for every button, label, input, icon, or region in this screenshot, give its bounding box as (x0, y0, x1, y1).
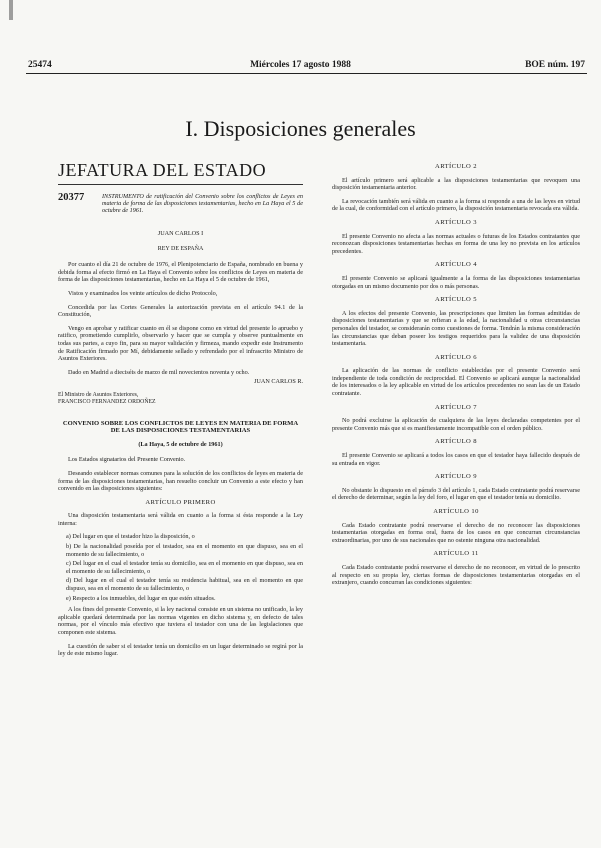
doc-title: INSTRUMENTO de ratificación del Convenio sobre los conflictos de Leyes en materia de forma de las disposiciones testamentarias, hecho en La Haya el 5 de octubre de 1961. (102, 193, 303, 214)
paragraph: Por cuanto el día 21 de octubre de 1976, el Plenipotenciario de España, nombrado en buena y debida forma al efecto firmó en La Haya el Convenio sobre los conflictos de Leyes en materia de forma de las disposiciones testamentarias, hecho en La Haya el 5 de octubre de 1961, (58, 261, 303, 284)
article-1-list (58, 533, 303, 602)
paragraph: Una disposición testamentaria será válida en cuanto a la forma si ésta responde a la Ley interna: (58, 512, 303, 527)
scan-margin-mark (9, 0, 13, 20)
list-item: e) Respecto a los inmuebles, del lugar en que estén situados. (66, 594, 216, 602)
paragraph: La revocación también será válida en cuanto a la forma si responde a una de las leyes en virtud de la cual, de conformidad con el artículo primero, la disposición testamentaria revocada era válida. (332, 197, 580, 213)
right-column (332, 163, 580, 593)
minister-role: El Ministro de Asuntos Exteriores, (58, 391, 139, 398)
header-page-number: 25474 (28, 60, 52, 70)
doc-number: 20377 (58, 193, 85, 203)
paragraph: Cada Estado contratante podrá reservarse el derecho de no reconocer las disposiciones testamentarias otorgadas en forma oral, fuera de los casos en que concurran circunstancias extraordinarias, por uno de sus nacionales que no ostente ninguna otra nacionalidad. (332, 521, 580, 544)
department-rule (58, 184, 303, 185)
department-title: JEFATURA DEL ESTADO (58, 160, 267, 180)
article-heading: ARTÍCULO 2 (435, 163, 477, 170)
paragraph: Los Estados signatarios del Presente Convenio. (68, 456, 186, 464)
header-date: Miércoles 17 agosto 1988 (250, 60, 351, 70)
paragraph: El presente Convenio no afecta a las normas actuales o futuras de los Estados contratantes que reconozcan disposiciones testamentarias hechas en forma de una ley no prevista en los artículos precedentes. (332, 232, 580, 255)
list-item: c) Del lugar en el cual el testador tenía su domicilio, sea en el momento en que dispuso, sea en el momento de su fallecimiento, o (66, 560, 303, 575)
doc-heading (58, 193, 303, 214)
paragraph: Cada Estado contratante podrá reservarse el derecho de no reconocer, en virtud de lo prescrito al respecto en su propia ley, ciertas formas de disposiciones testamentarias otorgadas en el extranjero, cuando concurran las condiciones siguientes: (332, 563, 580, 587)
paragraph: Vistos y examinados los veinte artículos de dicho Protocolo, (68, 289, 218, 297)
left-column (58, 160, 303, 664)
article-heading: ARTÍCULO 4 (435, 261, 477, 269)
paragraph: Concedida por las Cortes Generales la autorización prevista en el artículo 94.1 de la Constitución, (58, 303, 303, 319)
paragraph: El presente Convenio se aplicará igualmente a la forma de las disposiciones testamentarias otorgadas en un mismo documento por dos o más personas. (332, 274, 580, 290)
article-heading: ARTÍCULO 9 (435, 473, 477, 481)
signature: JUAN CARLOS R. (254, 378, 303, 386)
article-heading: ARTÍCULO 11 (433, 550, 479, 558)
section-title: I. Disposiciones generales (185, 116, 416, 141)
paragraph: A los efectos del presente Convenio, las prescripciones que limiten las formas admitidas de disposiciones testamentarias y que se refieran a la edad, la nacionalidad u otras circunstancias personales del testador, se considerarán como cuestiones de forma. Tendrán la misma consideración las circunstancias que deban poseer los testigos requeridos para la validez de una disposición testamentaria. (332, 309, 580, 348)
header-issue: BOE núm. 197 (525, 60, 585, 70)
paragraph: Vengo en aprobar y ratificar cuanto en él se dispone como en virtud del presente lo apruebo y ratifico, prometiendo cumplirlo, observarlo y hacer que se cumpla y observe puntualmente en todas sus partes, a cuyo fin, para su mayor validación y firmeza, mando expedir este Instrumento de Ratificación firmado por Mí, debidamente sellado y refrendado por el infrascrito Ministro de Asuntos Exteriores. (58, 324, 303, 363)
header-rule (26, 73, 587, 74)
paragraph: La cuestión de saber si el testador tenía un domicilio en un lugar determinado se regirá por la ley de este mismo lugar. (58, 642, 303, 658)
article-heading: ARTÍCULO 5 (435, 296, 477, 304)
paragraph: El artículo primero será aplicable a las disposiciones testamentarias que revoquen una disposición testamentaria anterior. (332, 176, 580, 192)
article-heading: ARTÍCULO PRIMERO (145, 498, 216, 506)
king-name: JUAN CARLOS I (157, 230, 204, 237)
convention-title: CONVENIO SOBRE LOS CONFLICTOS DE LEYES EN MATERIA DE FORMA DE LAS DISPOSICIONES TESTAMENTARIAS (62, 419, 299, 435)
minister-name: FRANCISCO FERNANDEZ ORDOÑEZ (58, 398, 156, 405)
paragraph: El presente Convenio se aplicará a todos los casos en que el testador haya fallecido después de su entrada en vigor. (332, 452, 580, 467)
list-item: b) De la nacionalidad poseída por el testador, sea en el momento en que dispuso, sea en el momento de su fallecimiento, o (66, 543, 303, 558)
paragraph: Dado en Madrid a dieciséis de marzo de mil novecientos noventa y ocho. (68, 368, 250, 376)
article-heading: ARTÍCULO 7 (435, 403, 477, 411)
article-heading: ARTÍCULO 6 (435, 353, 477, 361)
convention-date: (La Haya, 5 de octubre de 1961) (138, 440, 223, 448)
article-heading: ARTÍCULO 3 (435, 218, 477, 226)
paragraph: A los fines del presente Convenio, si la ley nacional consiste en un sistema no unificado, la ley aplicable quedará determinada por las normas vigentes en dicho sistema y, en defecto de tales normas, por el vínculo más efectivo que tuviera el testador con una de las legislaciones que componen este sistema. (58, 606, 303, 636)
list-item: d) Del lugar en el cual el testador tenía su residencia habitual, sea en el momento en que dispuso, sea en el momento de su fallecimiento, o (66, 577, 303, 593)
paragraph: No podrá excluirse la aplicación de cualquiera de las leyes declaradas competentes por el presente Convenio más que si es manifiestamente incompatible con el orden público. (332, 417, 580, 432)
article-heading: ARTÍCULO 8 (435, 438, 477, 446)
king-title: REY DE ESPAÑA (157, 245, 204, 252)
paragraph: La aplicación de las normas de conflicto establecidas por el presente Convenio será independiente de toda condición de reciprocidad. El Convenio se aplicará aunque la nacionalidad de los interesados o la ley aplicable en virtud de los artículos precedentes no sean las de un Estado contratante. (332, 367, 580, 398)
list-item: a) Del lugar en que el testador hizo la disposición, o (66, 533, 195, 541)
paragraph: No obstante lo dispuesto en el párrafo 3 del artículo 1, cada Estado contratante podrá reservarse el derecho de determinar, según la ley del foro, el lugar en que el testador tenía su domicilio. (332, 486, 580, 502)
article-heading: ARTÍCULO 10 (433, 508, 479, 515)
minister-block (58, 392, 303, 406)
paragraph: Deseando establecer normas comunes para la solución de los conflictos de leyes en materia de forma de las disposiciones testamentarias, han resuelto concluir un Convenio a este efecto y han convenido en las disposiciones siguientes: (58, 469, 303, 493)
